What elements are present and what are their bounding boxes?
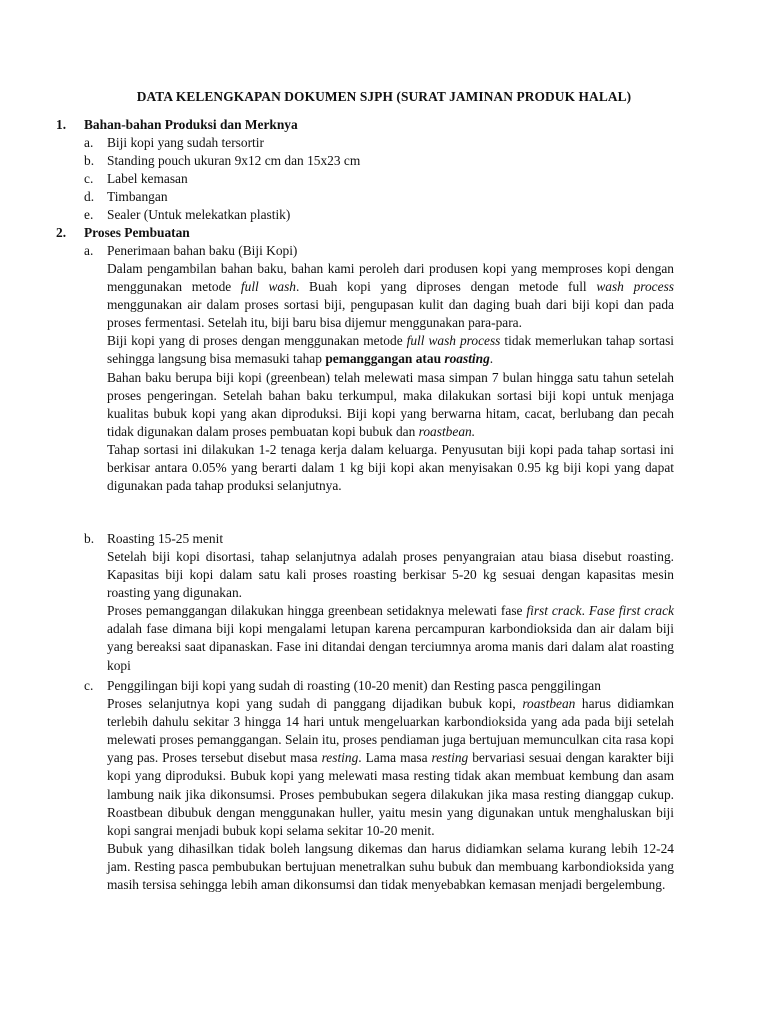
list-item: Label kemasan xyxy=(107,171,188,186)
paragraph: Setelah biji kopi disortasi, tahap selanjutnya adalah proses penyangraian atau biasa disebut roasting. Kapasitas biji kopi dalam satu kali proses roasting berkisar 5-20 kg sesuai dengan kapasitas mesin roasting yang digunakan. xyxy=(107,549,674,601)
list-item-letter: b. xyxy=(84,153,95,168)
list-item-letter: e. xyxy=(84,207,94,222)
subsection-body xyxy=(107,260,674,495)
paragraph: Bahan baku berupa biji kopi (greenbean) telah melewati masa simpan 7 bulan hingga satu tahun setelah proses pengeringan. Setelah bahan baku terkumpul, maka dilakukan sortasi biji kopi untuk menjaga kualitas bubuk kopi yang akan diproduksi. Biji kopi yang berwarna hitam, cacat, berlubang dan pecah tidak digunakan dalam proses pembuatan kopi bubuk dan roastbean. xyxy=(107,369,674,439)
list-item: Sealer (Untuk melekatkan plastik) xyxy=(107,207,291,222)
list-item-letter: a. xyxy=(84,135,94,150)
subsection-heading: Penggilingan biji kopi yang sudah di roasting (10-20 menit) dan Resting pasca penggilingan xyxy=(107,678,601,693)
list-item: Standing pouch ukuran 9x12 cm dan 15x23 cm xyxy=(107,153,361,168)
paragraph: Proses pemanggangan dilakukan hingga greenbean setidaknya melewati fase first crack. Fase first crack adalah fase dimana biji kopi mengalami letupan karena percampuran karbondioksida dan air dalam biji yang bereaksi saat dipanaskan. Fase ini ditandai dengan terciumnya aroma manis dari dalam alat roasting kopi xyxy=(107,603,674,673)
subsection-heading: Penerimaan bahan baku (Biji Kopi) xyxy=(107,243,298,258)
list-item: Biji kopi yang sudah tersortir xyxy=(107,135,264,150)
list-item: Timbangan xyxy=(107,189,168,204)
paragraph: Bubuk yang dihasilkan tidak boleh langsung dikemas dan harus didiamkan selama kurang lebih 12-24 jam. Resting pasca pembubukan bertujuan menetralkan suhu bubuk dan membuang karbondioksida yang masih tersisa sehingga lebih aman dikonsumsi dan tidak menyebabkan kemasan menjadi bergelembung. xyxy=(107,840,674,893)
section-title: Bahan-bahan Produksi dan Merknya xyxy=(84,117,298,132)
paragraph: Biji kopi yang di proses dengan menggunakan metode full wash process tidak memerlukan tahap sortasi sehingga langsung bisa memasuki tahap pemanggangan atau roasting. xyxy=(107,333,674,367)
subsection-letter: b. xyxy=(84,531,95,546)
document-title: DATA KELENGKAPAN DOKUMEN SJPH (SURAT JAMINAN PRODUK HALAL) xyxy=(136,89,632,104)
subsection-body xyxy=(107,548,674,675)
paragraph: Proses selanjutnya kopi yang sudah di panggang dijadikan bubuk kopi, roastbean harus didiamkan terlebih dahulu sekitar 3 hingga 14 hari untuk mengeluarkan karbondioksida yang ada pada biji setelah melewati proses pemanggangan. Selain itu, proses pendiaman juga bertujuan memunculkan cita rasa kopi yang pas. Proses tersebut disebut masa resting. Lama masa resting bervariasi sesuai dengan karakter biji kopi yang diproduksi. Bubuk kopi yang melewati masa resting tidak akan membuat kembung dan asam lambung naik jika dikonsumsi. Proses pembubukan segera dilakukan jika masa resting dianggap cukup. Roastbean dibubuk dengan menggunakan huller, yaitu mesin yang digunakan untuk menghaluskan biji kopi sangrai menjadi bubuk kopi selama sekitar 10-20 menit. xyxy=(107,696,674,838)
list-item-letter: d. xyxy=(84,189,95,204)
list-item-letter: c. xyxy=(84,171,94,186)
section-number: 1. xyxy=(56,117,67,132)
subsection-letter: a. xyxy=(84,243,94,258)
section-number: 2. xyxy=(56,225,67,240)
section-title: Proses Pembuatan xyxy=(84,225,190,240)
subsection-heading: Roasting 15-25 menit xyxy=(107,531,224,546)
subsection-letter: c. xyxy=(84,678,94,693)
paragraph: Dalam pengambilan bahan baku, bahan kami peroleh dari produsen kopi yang memproses kopi dengan menggunakan metode full wash. Buah kopi yang diproses dengan metode full wash process menggunakan air dalam proses sortasi biji, pengupasan kulit dan daging buah dari biji kopi dan pada proses fermentasi. Setelah itu, biji baru bisa dijemur menggunakan para-para. xyxy=(107,261,674,331)
paragraph: Tahap sortasi ini dilakukan 1-2 tenaga kerja dalam keluarga. Penyusutan biji kopi pada tahap sortasi ini berkisar antara 0.05% yang berarti dalam 1 kg biji kopi akan menyisakan 0.95 kg biji kopi yang dapat digunakan pada tahap produksi selanjutnya. xyxy=(107,441,674,494)
subsection-body xyxy=(107,677,674,894)
